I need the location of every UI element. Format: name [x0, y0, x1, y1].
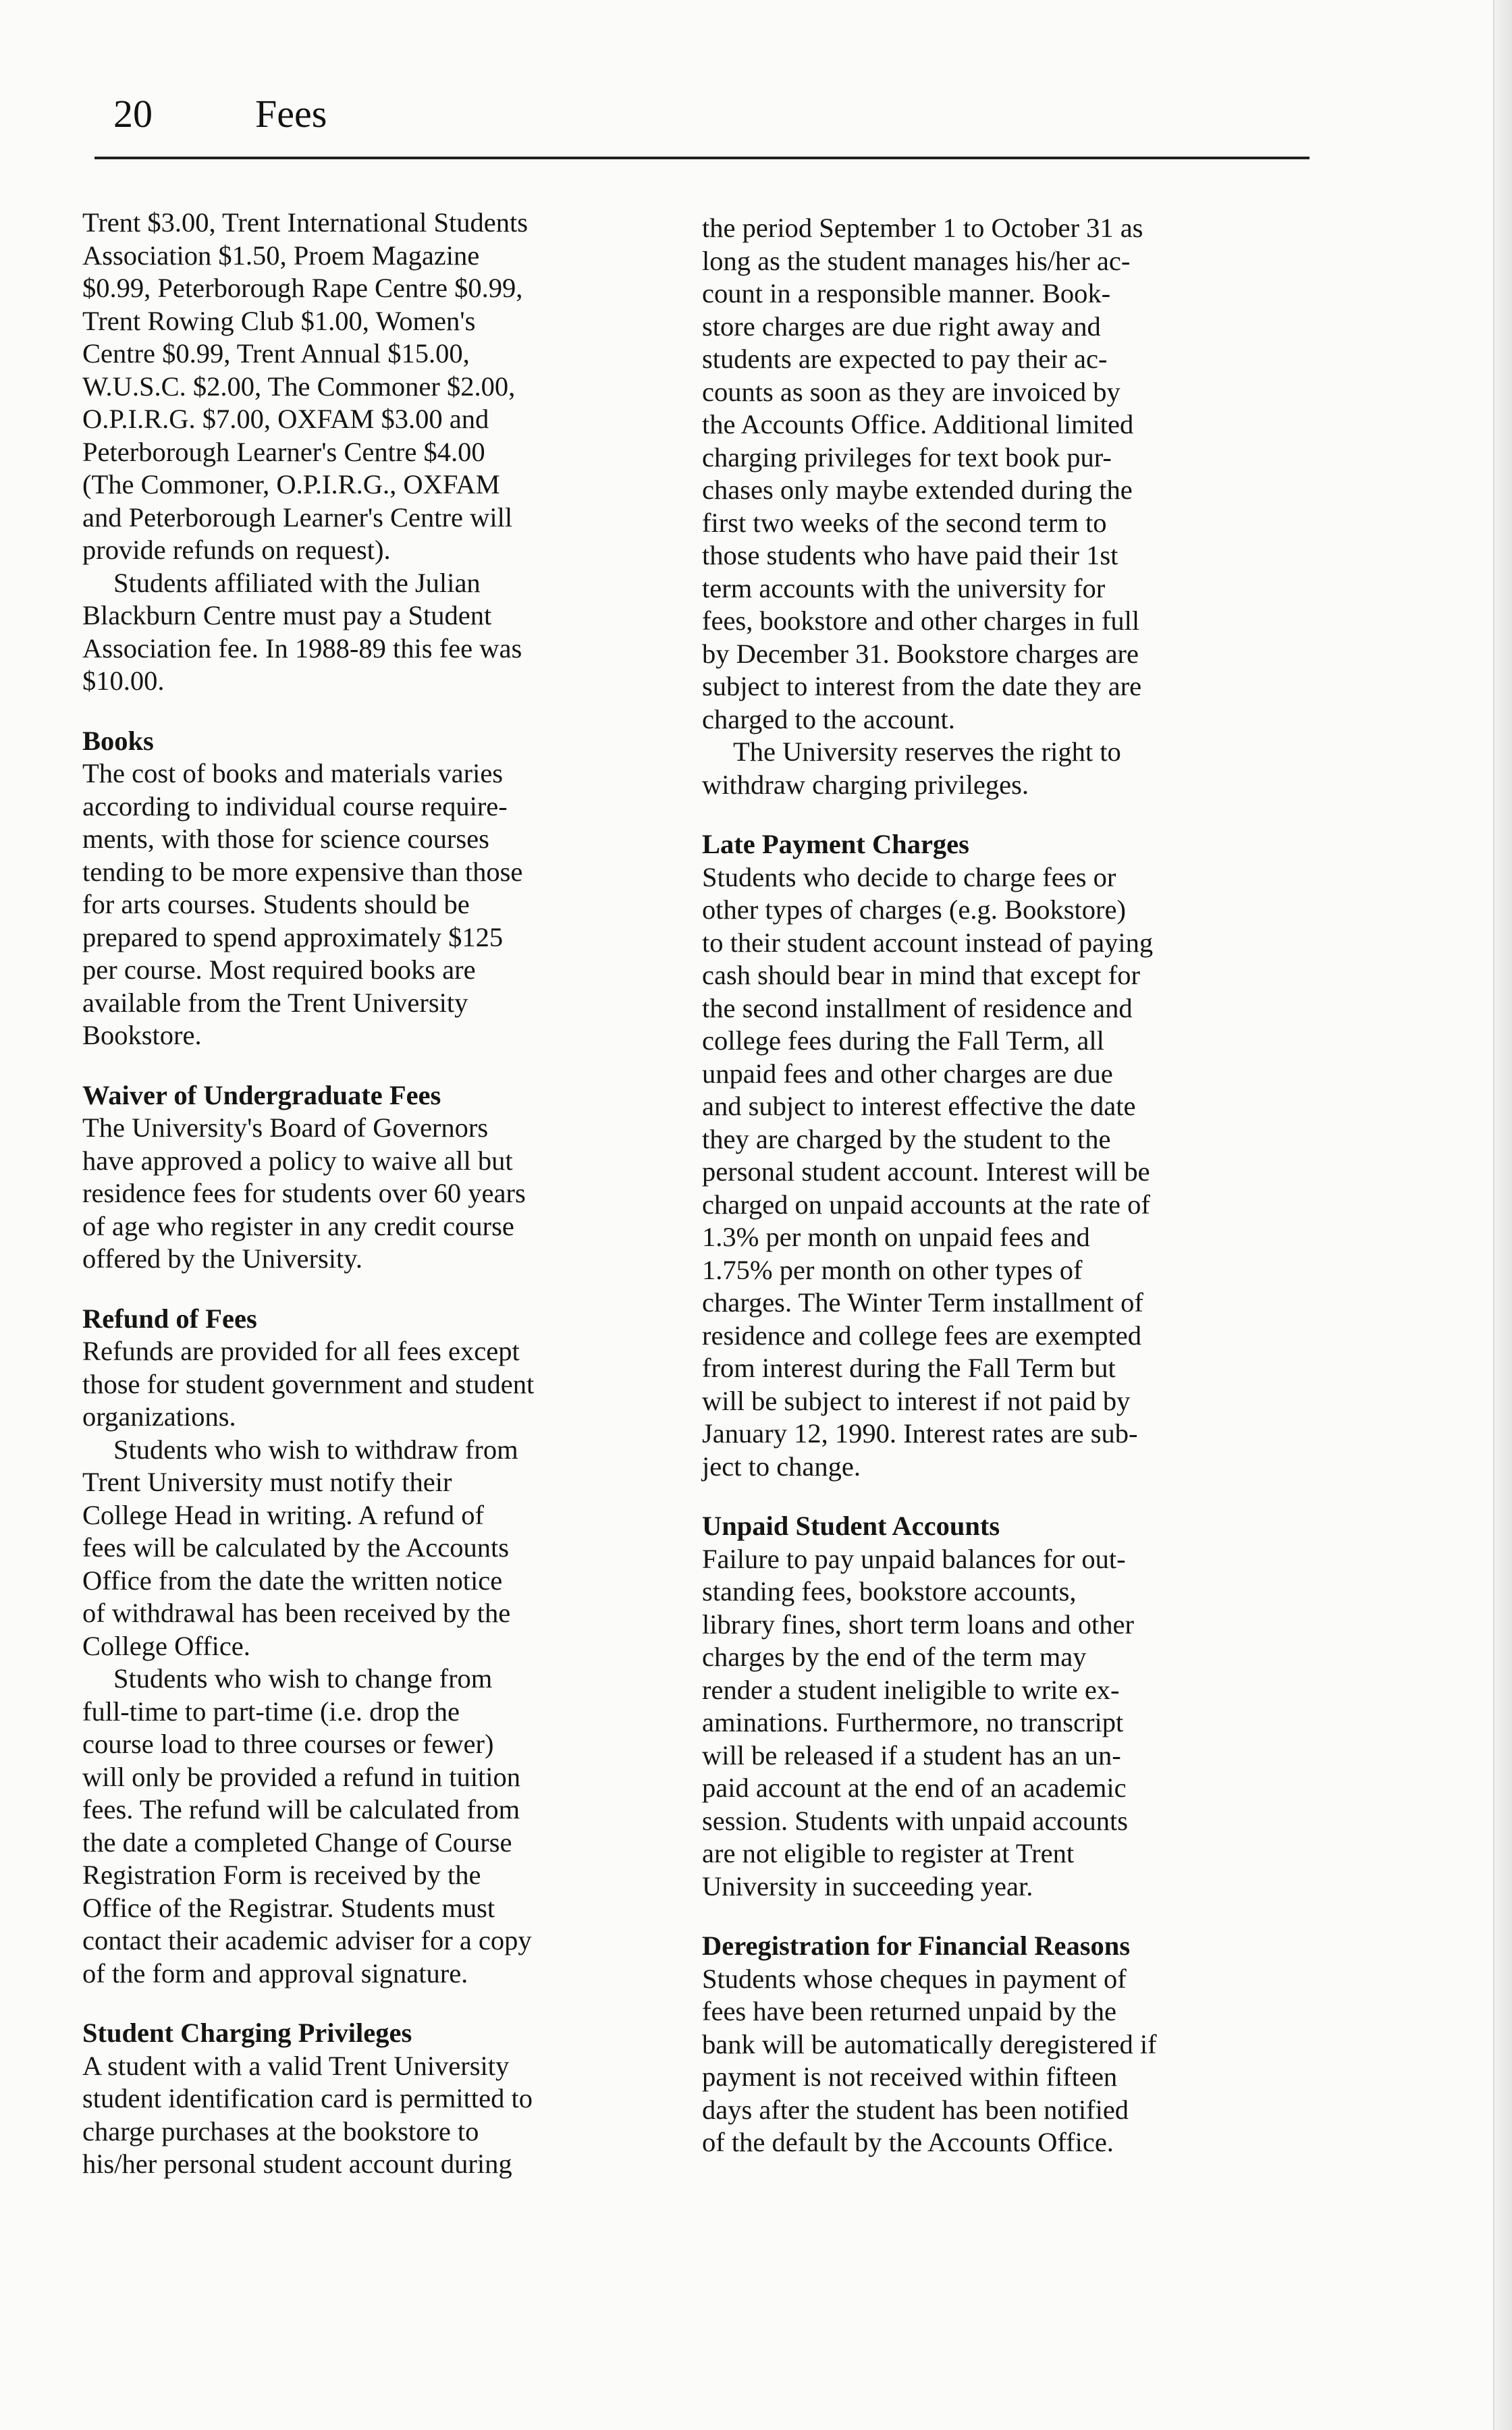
text-line: charging privileges for text book pur-	[702, 441, 1112, 473]
text-line: for arts courses. Students should be	[82, 889, 470, 919]
text-line: College Office.	[82, 1630, 250, 1661]
text-line: ments, with those for science courses	[82, 824, 489, 854]
text-line: have approved a policy to waive all but	[82, 1145, 513, 1176]
text-line: days after the student has been notified	[702, 2094, 1129, 2125]
text-line: offered by the University.	[82, 1243, 363, 1274]
text-line: the date a completed Change of Course	[82, 1827, 512, 1858]
text-line: count in a responsible manner. Book-	[702, 278, 1111, 308]
text-line: Office from the date the written notice	[82, 1565, 503, 1596]
text-line: Trent Rowing Club $1.00, Women's	[82, 305, 476, 336]
text-line: January 12, 1990. Interest rates are sub-	[702, 1418, 1138, 1449]
page-header	[113, 94, 327, 134]
text-line: charges by the end of the term may	[702, 1642, 1087, 1672]
text-line: library fines, short term loans and other	[702, 1609, 1134, 1640]
text-line: $0.99, Peterborough Rape Centre $0.99,	[82, 273, 523, 303]
text-line: standing fees, bookstore accounts,	[702, 1576, 1077, 1606]
text-line: O.P.I.R.G. $7.00, OXFAM $3.00 and	[82, 404, 489, 434]
text-line: Failure to pay unpaid balances for out-	[702, 1543, 1126, 1574]
text-line: course load to three courses or fewer)	[82, 1729, 494, 1759]
text-line: Office of the Registrar. Students must	[82, 1892, 495, 1923]
text-line: other types of charges (e.g. Bookstore)	[702, 894, 1126, 925]
text-line: unpaid fees and other charges are due	[702, 1058, 1113, 1089]
paragraph-first-line: Students who wish to change from	[113, 1663, 493, 1694]
text-line: of the default by the Accounts Office.	[702, 2127, 1114, 2157]
text-line: chases only maybe extended during the	[702, 475, 1133, 505]
text-line: bank will be automatically deregistered if	[702, 2028, 1157, 2059]
right-column	[702, 212, 1310, 2159]
text-line: tending to be more expensive than those	[82, 856, 523, 887]
text-line: organizations.	[82, 1401, 236, 1432]
text-line: render a student ineligible to write ex-	[702, 1674, 1120, 1705]
text-line: withdraw charging privileges.	[702, 769, 1029, 800]
text-line: term accounts with the university for	[702, 572, 1106, 603]
text-line: College Head in writing. A refund of	[82, 1499, 485, 1530]
section-heading: Books	[82, 725, 154, 756]
text-line: the period September 1 to October 31 as	[702, 213, 1143, 243]
text-line: provide refunds on request).	[82, 535, 391, 565]
text-line: charge purchases at the bookstore to	[82, 2115, 479, 2146]
text-line: Bookstore.	[82, 1020, 202, 1050]
text-line: Association fee. In 1988-89 this fee was	[82, 632, 522, 664]
text-line: first two weeks of the second term to	[702, 507, 1107, 538]
section-heading: Deregistration for Financial Reasons	[702, 1931, 1131, 1961]
section-heading: Waiver of Undergraduate Fees	[82, 1079, 441, 1110]
text-line: residence fees for students over 60 years	[82, 1178, 526, 1208]
text-line: A student with a valid Trent University	[82, 2050, 510, 2081]
section-heading: Refund of Fees	[82, 1303, 257, 1334]
text-line: residence and college fees are exempted	[702, 1320, 1142, 1351]
text-line: paid account at the end of an academic	[702, 1773, 1127, 1803]
text-line: to their student account instead of paying	[702, 927, 1154, 958]
text-line: (The Commoner, O.P.I.R.G., OXFAM	[82, 469, 500, 500]
text-line: The cost of books and materials varies	[82, 758, 504, 788]
text-line: aminations. Furthermore, no transcript	[702, 1707, 1124, 1737]
paragraph-first-line: Students affiliated with the Julian	[113, 567, 481, 598]
text-line: students are expected to pay their ac-	[702, 344, 1108, 374]
text-line: ject to change.	[702, 1451, 861, 1482]
page-edge	[1493, 0, 1512, 2430]
text-line: are not eligible to register at Trent	[702, 1838, 1075, 1868]
text-line: college fees during the Fall Term, all	[702, 1025, 1104, 1056]
page-number: 20	[113, 92, 153, 136]
text-line: of age who register in any credit course	[82, 1210, 514, 1241]
text-line: $10.00.	[82, 666, 165, 696]
text-line: those students who have paid their 1st	[702, 540, 1118, 570]
text-line: Trent $3.00, Trent International Students	[82, 207, 529, 238]
text-line: will be released if a student has an un-	[702, 1739, 1121, 1771]
text-line: per course. Most required books are	[82, 954, 476, 985]
text-line: 1.75% per month on other types of	[702, 1254, 1083, 1285]
section-heading: Late Payment Charges	[702, 829, 969, 859]
text-line: University in succeeding year.	[702, 1870, 1033, 1901]
text-line: will be subject to interest if not paid by	[702, 1385, 1131, 1416]
text-line: Peterborough Learner's Centre $4.00	[82, 436, 485, 467]
left-column	[82, 207, 690, 2181]
text-line: W.U.S.C. $2.00, The Commoner $2.00,	[82, 371, 516, 402]
text-line: personal student account. Interest will be	[702, 1156, 1150, 1187]
text-line: fees have been returned unpaid by the	[702, 1996, 1116, 2026]
text-line: by December 31. Bookstore charges are	[702, 638, 1139, 669]
text-line: charged to the account.	[702, 703, 955, 734]
text-line: full-time to part-time (i.e. drop the	[82, 1696, 460, 1727]
text-line: available from the Trent University	[82, 987, 468, 1018]
paragraph-first-line: The University reserves the right to	[733, 736, 1121, 767]
section-heading: Student Charging Privileges	[82, 2018, 412, 2048]
text-line: fees, bookstore and other charges in full	[702, 605, 1140, 636]
section-heading: Unpaid Student Accounts	[702, 1511, 1000, 1541]
text-line: counts as soon as they are invoiced by	[702, 376, 1120, 407]
text-line: the second installment of residence and	[702, 992, 1133, 1023]
text-line: session. Students with unpaid accounts	[702, 1805, 1129, 1836]
text-line: Students who decide to charge fees or	[702, 861, 1116, 892]
text-line: store charges are due right away and	[702, 310, 1101, 342]
text-line: cash should bear in mind that except for	[702, 960, 1140, 990]
text-line: those for student government and student	[82, 1368, 535, 1399]
text-line: the Accounts Office. Additional limited	[702, 409, 1134, 439]
text-line: Trent University must notify their	[82, 1467, 452, 1497]
text-line: The University's Board of Governors	[82, 1112, 489, 1143]
text-line: his/her personal student account during	[82, 2149, 512, 2179]
running-title: Fees	[255, 92, 327, 136]
text-line: Centre $0.99, Trent Annual $15.00,	[82, 338, 470, 369]
text-line: 1.3% per month on unpaid fees and	[702, 1222, 1090, 1252]
text-line: contact their academic adviser for a copy	[82, 1925, 532, 1955]
text-line: fees will be calculated by the Accounts	[82, 1532, 510, 1563]
text-line: long as the student manages his/her ac-	[702, 245, 1131, 276]
text-line: will only be provided a refund in tuition	[82, 1761, 521, 1792]
text-line: Students whose cheques in payment of	[702, 1963, 1127, 1994]
text-line: and subject to interest effective the date	[702, 1091, 1136, 1121]
text-line: Registration Form is received by the	[82, 1860, 481, 1890]
text-line: fees. The refund will be calculated from	[82, 1794, 520, 1825]
text-line: Refunds are provided for all fees except	[82, 1336, 520, 1366]
text-line: from interest during the Fall Term but	[702, 1353, 1116, 1383]
text-line: of withdrawal has been received by the	[82, 1598, 511, 1628]
text-line: they are charged by the student to the	[702, 1123, 1111, 1154]
text-line: according to individual course require-	[82, 790, 508, 821]
text-line: payment is not received within fifteen	[702, 2061, 1118, 2092]
text-line: charges. The Winter Term installment of	[702, 1287, 1143, 1318]
text-line: prepared to spend approximately $125	[82, 921, 504, 952]
text-line: subject to interest from the date they are	[702, 671, 1142, 701]
header-rule	[94, 157, 1310, 159]
text-line: of the form and approval signature.	[82, 1958, 468, 1989]
paragraph-first-line: Students who wish to withdraw from	[113, 1434, 518, 1465]
text-line: and Peterborough Learner's Centre will	[82, 502, 513, 533]
text-line: student identification card is permitted to	[82, 2083, 533, 2113]
text-line: charged on unpaid accounts at the rate of	[702, 1189, 1150, 1220]
text-line: Blackburn Centre must pay a Student	[82, 600, 492, 630]
text-line: Association $1.50, Proem Magazine	[82, 240, 480, 271]
